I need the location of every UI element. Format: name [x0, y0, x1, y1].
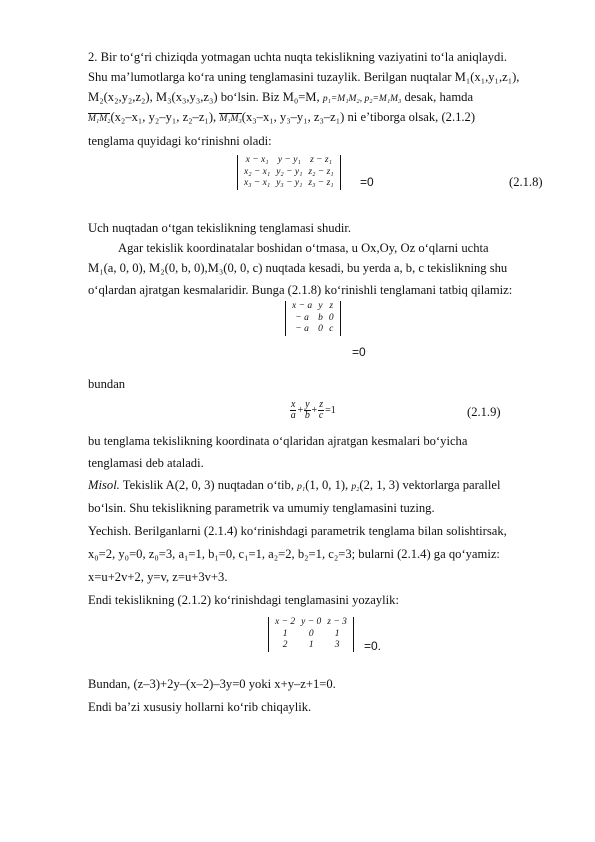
text-line — [88, 89, 473, 107]
matrix-cell: − a — [295, 324, 309, 334]
text-line: Bundan, (z–3)+2y–(x–2)–3y=0 yoki x+y–z+1=0. — [88, 677, 336, 691]
text-span: (x₃–x₁, y₃–y₁, z₃–z₁) ni e’tiborga olsak, (2.1.2) — [241, 110, 476, 124]
matrix-cell: 1 — [334, 628, 340, 639]
numerator: y — [305, 399, 310, 410]
text-line: Endi ba’zi xususiy hollarni ko‘rib chiqaylik. — [88, 700, 312, 714]
text-line: Uch nuqtadan o‘tgan tekislikning tenglamasi shudir. — [88, 221, 352, 235]
vector-notation: M₁M₃ — [219, 114, 242, 124]
determinant-bars — [237, 155, 341, 190]
text-line: Yechish. Berilganlarni (2.1.4) ko‘rinishdagi parametrik tenglama bilan solishtirsak, — [88, 524, 507, 538]
fraction-y-b — [304, 400, 310, 421]
text-line: M₁(a, 0, 0), M₂(0, b, 0),M₃(0, 0, c) nuqtada kesadi, bu yerda a, b, c tekislikning shu — [88, 261, 508, 275]
plus-sign: + — [297, 405, 304, 416]
matrix-cell: y − y₁ — [277, 155, 301, 165]
equation-rhs: =1 — [325, 405, 336, 416]
matrix-cell: 2 — [282, 640, 288, 650]
text-line: x=u+2v+2, y=v, z=u+3v+3. — [88, 570, 228, 584]
vector-notation: M₁M₂ — [88, 114, 111, 124]
matrix-cell: y — [318, 301, 323, 311]
text-line: bundan — [88, 377, 126, 391]
matrix-cell: 0 — [308, 628, 314, 639]
text-line: o‘qlardan ajratgan kesmalaridir. Bunga (2.1.8) ko‘rinishli tenglamani tatbiq qilamiz: — [88, 283, 513, 297]
matrix-cell: 1 — [282, 628, 288, 639]
text-line: x₀=2, y₀=0, z₀=3, a₁=1, b₁=0, c₁=1, a₂=2, b₂=1, c₂=3; bularni (2.1.4) ga qo‘yamiz: — [88, 547, 500, 561]
text-span: Tekislik A(2, 0, 3) nuqtadan o‘tib, — [119, 478, 298, 492]
matrix-cell: y − 0 — [301, 617, 322, 627]
determinant-example — [268, 617, 354, 652]
text-line: 2. Bir to‘g‘ri chiziqda yotmagan uchta nuqta tekislikning vaziyatini to‘la aniqlaydi. — [88, 50, 507, 64]
matrix-cell: x₂ − x₁ — [244, 166, 271, 177]
denominator: b — [304, 410, 310, 421]
determinant-intercept — [285, 301, 341, 336]
text-line: Endi tekislikning (2.1.2) ko‘rinishdagi tenglamasini yozaylik: — [88, 593, 399, 607]
numerator: z — [319, 399, 324, 410]
denominator: a — [290, 410, 296, 421]
matrix-cell: y₂ − y₁ — [276, 166, 303, 177]
matrix-cell: 0 — [328, 312, 334, 323]
fraction-x-a — [290, 400, 296, 421]
matrix-cell: 3 — [334, 640, 340, 650]
vector-notation: p₁ — [297, 482, 306, 492]
matrix-cell: z − 3 — [327, 617, 347, 627]
matrix-cell: z − z₁ — [310, 155, 332, 165]
plus-sign: + — [311, 405, 318, 416]
text-span: (2, 1, 3) vektorlarga parallel — [359, 478, 501, 492]
numerator: x — [291, 399, 296, 410]
matrix-cell: x − 2 — [275, 617, 296, 627]
matrix-cell: 0 — [318, 324, 323, 334]
equation-rhs: =0 — [360, 175, 374, 189]
text-span: desak, hamda — [401, 90, 474, 104]
matrix-cell: c — [329, 324, 334, 334]
matrix-cell: x − a — [292, 301, 313, 311]
text-span: (x₂–x₁, y₂–y₁, z₂–z₁), — [110, 110, 220, 124]
vector-notation: p₁=M₁M₂, p₂=M₁M₃ — [322, 94, 402, 104]
matrix-cell: z₂ − z₁ — [308, 166, 334, 177]
matrix-cell: z — [329, 301, 334, 311]
fraction-z-c — [318, 400, 324, 421]
matrix-cell: b — [318, 312, 323, 323]
matrix-cell: − a — [295, 312, 309, 323]
matrix-cell: 1 — [308, 640, 314, 650]
equation-number: (2.1.8) — [509, 175, 543, 189]
equation-rhs: =0. — [364, 639, 382, 653]
text-span: (1, 0, 1), — [305, 478, 352, 492]
denominator: c — [318, 410, 324, 421]
matrix-cell: y₃ − y₁ — [276, 178, 303, 188]
text-line: bo‘lsin. Shu tekislikning parametrik va umumiy tenglamasini tuzing. — [88, 501, 435, 515]
equation-rhs: =0 — [352, 345, 366, 359]
determinant-bars — [285, 301, 341, 336]
matrix-cell: x − x₁ — [245, 155, 269, 165]
intercept-equation — [289, 400, 336, 421]
text-line: tenglama quyidagi ko‘rinishni oladi: — [88, 134, 272, 148]
text-line: Agar tekislik koordinatalar boshidan o‘tmasa, u Ox,Oy, Oz o‘qlarni uchta — [118, 241, 489, 255]
equation-number: (2.1.9) — [467, 405, 501, 419]
determinant-bars — [268, 617, 354, 652]
text-line: tenglamasi deb ataladi. — [88, 456, 204, 470]
example-label: Misol. — [88, 478, 120, 492]
text-line: bu tenglama tekislikning koordinata o‘qlaridan ajratgan kesmalari bo‘yicha — [88, 434, 468, 448]
text-line — [88, 477, 500, 495]
matrix-cell: z₃ − z₁ — [308, 178, 334, 188]
determinant-2-1-8 — [237, 155, 341, 190]
text-line: Shu ma’lumotlarga ko‘ra uning tenglamasini tuzaylik. Berilgan nuqtalar M₁(x₁,y₁,z₁), — [88, 70, 520, 84]
text-line — [88, 109, 475, 127]
matrix-cell: x₃ − x₁ — [244, 178, 271, 188]
vector-notation: p₂ — [351, 482, 360, 492]
text-span: M₂(x₂,y₂,z₂), M₃(x₃,y₃,z₃) bo‘lsin. Biz M₀=M, — [88, 90, 323, 104]
